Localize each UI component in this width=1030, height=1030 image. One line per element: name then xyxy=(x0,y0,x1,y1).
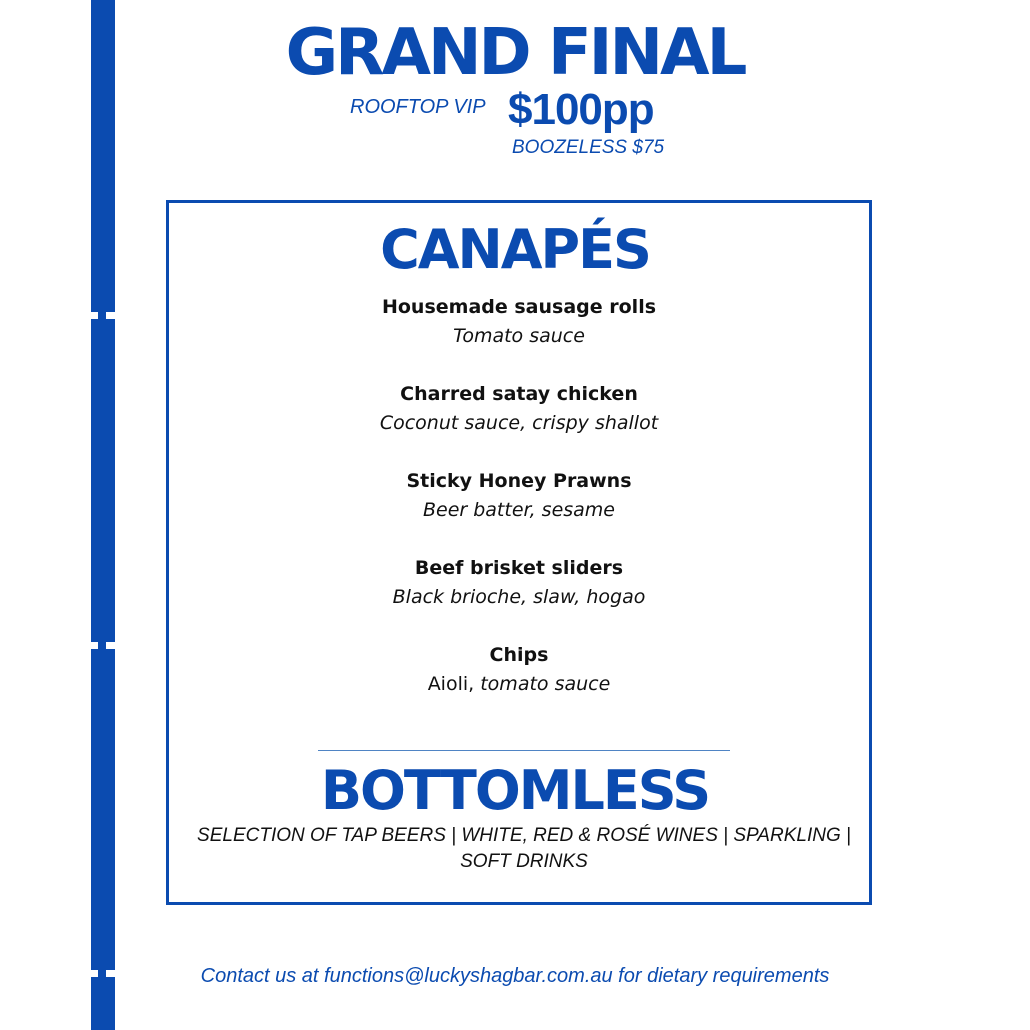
menu-item xyxy=(166,467,872,525)
boozeless-price: BOOZELESS $75 xyxy=(512,137,665,158)
item-name: Chips xyxy=(489,644,549,666)
item-name: Sticky Honey Prawns xyxy=(406,470,632,492)
stripe-mark xyxy=(91,312,98,319)
stripe-mark xyxy=(106,642,115,649)
item-name: Housemade sausage rolls xyxy=(381,296,657,318)
side-stripe xyxy=(91,0,115,1030)
section-divider xyxy=(318,750,730,751)
menu-item xyxy=(166,380,872,438)
item-description: Black brioche, slaw, hogao xyxy=(392,586,646,608)
item-description: Tomato sauce xyxy=(453,325,585,347)
canapes-title: CANAPÉS xyxy=(380,218,650,281)
item-description-italic: tomato sauce xyxy=(480,673,611,695)
menu-item xyxy=(166,293,872,351)
page-title: GRAND FINAL xyxy=(285,16,745,90)
menu-item xyxy=(166,554,872,612)
item-description-plain: Aioli, xyxy=(427,673,475,695)
drinks-list: SELECTION OF TAP BEERS | WHITE, RED & ROSÉ WINES | SPARKLING | SOFT DRINKS xyxy=(197,825,851,872)
price: $100pp xyxy=(508,85,654,134)
item-description xyxy=(166,669,872,699)
item-description: Beer batter, sesame xyxy=(422,499,616,521)
stripe-mark xyxy=(106,312,115,319)
contact-note: Contact us at functions@luckyshagbar.com.au for dietary requirements xyxy=(200,965,830,987)
stripe-mark xyxy=(91,642,98,649)
menu-item xyxy=(166,641,872,699)
bottomless-title: BOTTOMLESS xyxy=(320,759,710,822)
item-description: Coconut sauce, crispy shallot xyxy=(379,412,659,434)
item-name: Beef brisket sliders xyxy=(414,557,624,579)
item-name: Charred satay chicken xyxy=(400,383,638,405)
vip-label: ROOFTOP VIP xyxy=(350,96,486,118)
